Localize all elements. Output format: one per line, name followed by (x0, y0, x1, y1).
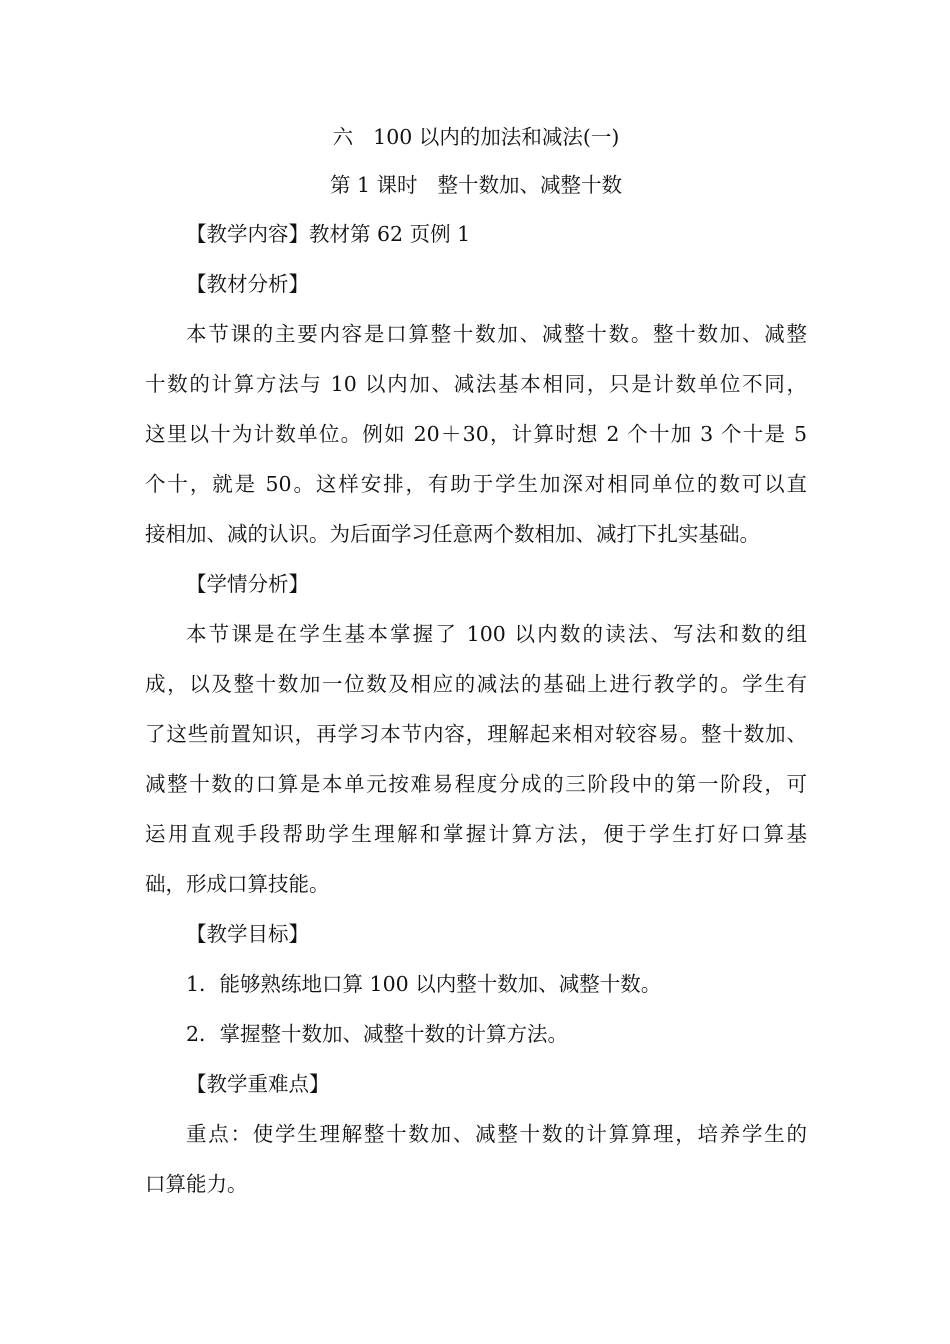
paragraph-line: 减整十数的口算是本单元按难易程度分成的三阶段中的第一阶段，可 (145, 772, 807, 796)
paragraph-line: 这里以十为计数单位。例如 20＋30，计算时想 2 个十加 3 个十是 5 (145, 422, 807, 446)
paragraph-line: 个十，就是 50。这样安排，有助于学生加深对相同单位的数可以直 (145, 472, 807, 496)
paragraph-line: 本节课是在学生基本掌握了 100 以内数的读法、写法和数的组 (186, 622, 807, 646)
paragraph-line: 本节课的主要内容是口算整十数加、减整十数。整十数加、减整 (186, 322, 807, 346)
textbook-analysis-heading: 【教材分析】 (186, 272, 309, 296)
student-analysis-paragraph (145, 609, 807, 909)
key-points-heading: 【教学重难点】 (186, 1072, 330, 1096)
lesson-title-text: 整十数加、减整十数 (437, 172, 623, 197)
paragraph-line: 成，以及整十数加一位数及相应的减法的基础上进行教学的。学生有 (145, 672, 807, 696)
teaching-goals-heading: 【教学目标】 (186, 922, 309, 946)
lesson-title (145, 161, 807, 209)
document-body (145, 113, 807, 1209)
paragraph-line: 重点：使学生理解整十数加、减整十数的计算算理，培养学生的 (186, 1122, 807, 1146)
lesson-number: 第 1 课时 (329, 172, 418, 197)
paragraph-line: 口算能力。 (145, 1172, 248, 1196)
goal-item: 2．掌握整十数加、减整十数的计算方法。 (186, 1022, 569, 1046)
goal-item: 1．能够熟练地口算 100 以内整十数加、减整十数。 (186, 972, 662, 996)
paragraph-line: 运用直观手段帮助学生理解和掌握计算方法，便于学生打好口算基 (145, 822, 807, 846)
student-analysis-heading: 【学情分析】 (186, 572, 309, 596)
textbook-analysis-paragraph (145, 309, 807, 559)
chapter-number: 六 (332, 124, 354, 149)
teaching-content-line: 【教学内容】教材第 62 页例 1 (186, 222, 471, 246)
chapter-title-text: 100 以内的加法和减法(一) (373, 124, 620, 149)
chapter-title (145, 113, 807, 161)
paragraph-line: 础，形成口算技能。 (145, 872, 330, 896)
paragraph-line: 接相加、减的认识。为后面学习任意两个数相加、减打下扎实基础。 (145, 522, 760, 546)
key-points-paragraph (145, 1109, 807, 1209)
paragraph-line: 十数的计算方法与 10 以内加、减法基本相同，只是计数单位不同， (145, 372, 807, 396)
paragraph-line: 了这些前置知识，再学习本节内容，理解起来相对较容易。整十数加、 (145, 722, 807, 746)
